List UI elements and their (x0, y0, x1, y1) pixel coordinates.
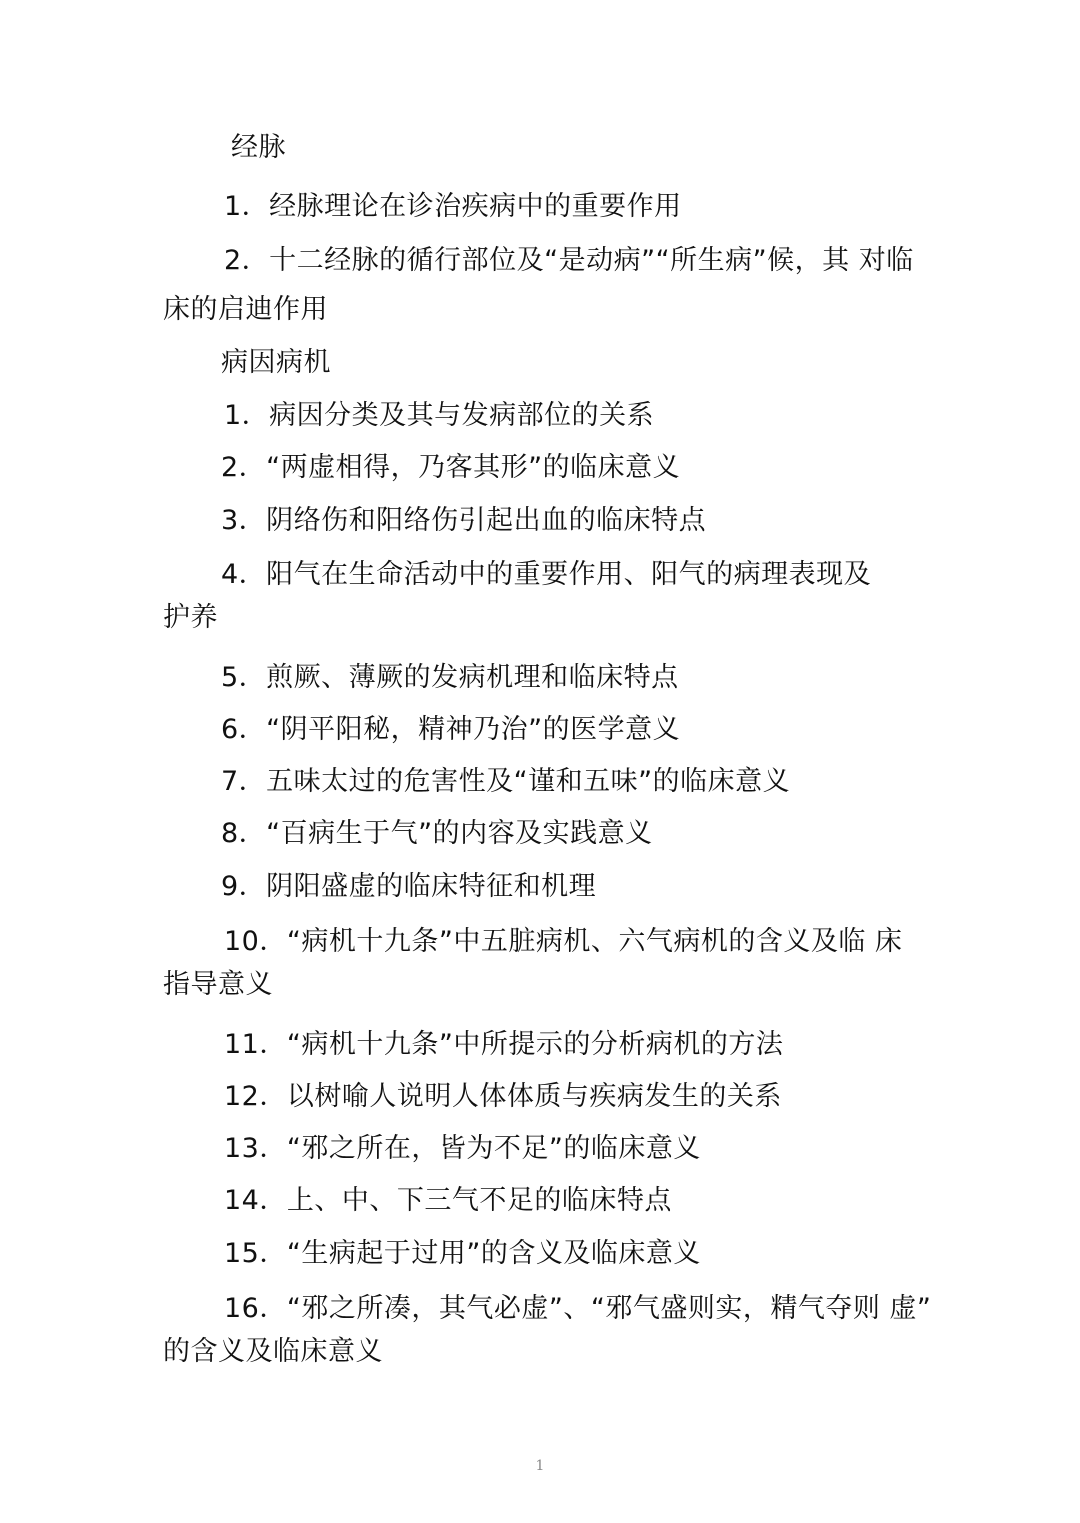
list-item: 1．病因分类及其与发病部位的关系 (224, 400, 655, 431)
list-item: 13．“邪之所在，皆为不足”的临床意义 (224, 1133, 701, 1164)
list-item: 3．阴络伤和阳络伤引起出血的临床特点 (221, 505, 707, 536)
section-heading-etiology: 病因病机 (221, 347, 331, 378)
list-item: 2．十二经脉的循行部位及“是动病”“所生病”候，其 对临 (224, 245, 914, 276)
list-item: 5．煎厥、薄厥的发病机理和临床特点 (221, 662, 679, 693)
section-heading-meridians: 经脉 (231, 132, 286, 163)
list-item: 14．上、中、下三气不足的临床特点 (224, 1185, 672, 1216)
page-number: 1 (535, 1458, 545, 1474)
list-item: 1．经脉理论在诊治疾病中的重要作用 (224, 191, 682, 222)
list-item: 15．“生病起于过用”的含义及临床意义 (224, 1238, 701, 1269)
list-item: 6．“阴平阳秘，精神乃治”的医学意义 (221, 714, 681, 745)
list-item: 2．“两虚相得，乃客其形”的临床意义 (221, 452, 681, 483)
list-item: 9．阴阳盛虚的临床特征和机理 (221, 871, 597, 902)
list-item-continuation: 护养 (163, 602, 218, 633)
list-item: 4．阳气在生命活动中的重要作用、阳气的病理表现及 (221, 559, 872, 590)
list-item: 8．“百病生于气”的内容及实践意义 (221, 818, 653, 849)
list-item: 10．“病机十九条”中五脏病机、六气病机的含义及临 床 (224, 926, 903, 957)
list-item: 7．五味太过的危害性及“谨和五味”的临床意义 (221, 766, 791, 797)
list-item-continuation: 的含义及临床意义 (163, 1336, 383, 1367)
list-item: 11．“病机十九条”中所提示的分析病机的方法 (224, 1029, 784, 1060)
list-item-continuation: 指导意义 (163, 969, 273, 1000)
list-item: 16．“邪之所凑，其气必虚”、“邪气盛则实，精气夺则 虚” (224, 1293, 932, 1324)
list-item: 12．以树喻人说明人体体质与疾病发生的关系 (224, 1081, 782, 1112)
list-item-continuation: 床的启迪作用 (163, 294, 328, 325)
